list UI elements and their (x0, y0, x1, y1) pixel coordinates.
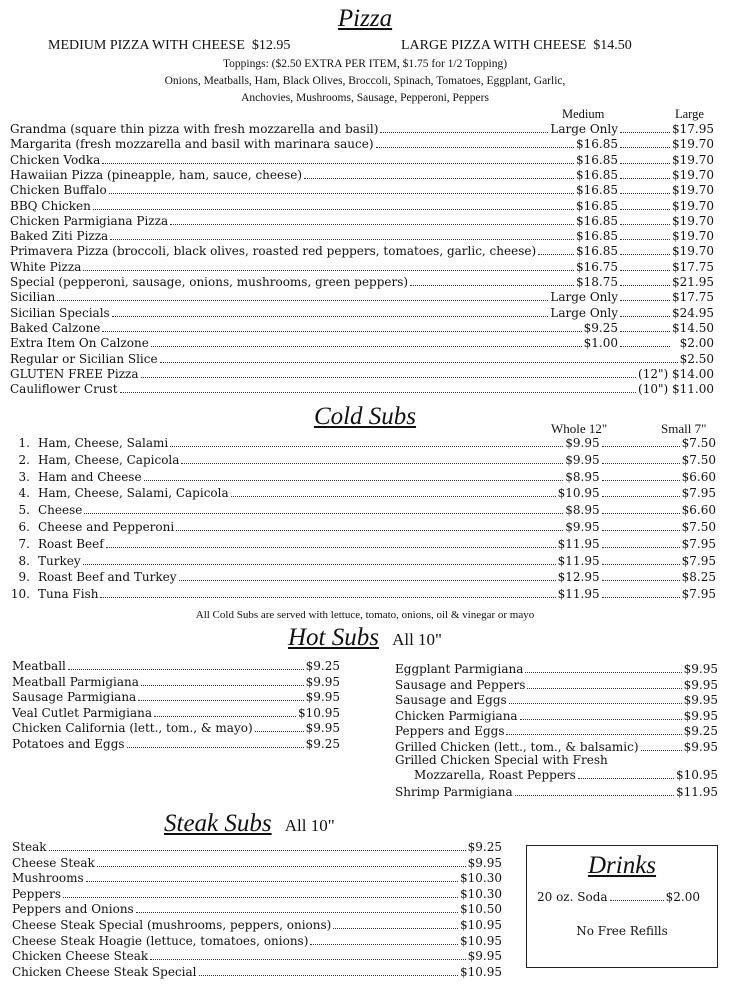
leader-dots (602, 503, 680, 514)
leader-dots (138, 690, 303, 701)
cold-sub-name: Roast Beef (38, 536, 104, 551)
leader-dots (109, 183, 574, 194)
pizza-large-price: $19.70 (672, 152, 714, 167)
leader-dots (620, 244, 670, 255)
leader-dots (620, 168, 670, 179)
hot-sub-row-name: Potatoes and Eggs (12, 737, 125, 751)
pizza-large-price: $2.00 (679, 336, 714, 351)
pizza-item-name: Margarita (fresh mozzarella and basil with marinara sauce) (10, 137, 374, 152)
cold-sub-number: 7. (18, 536, 30, 551)
leader-dots (68, 659, 304, 670)
leader-dots (620, 290, 670, 301)
hot-sub-row-name: Sausage and Peppers (395, 677, 526, 692)
toppings-pricing: Toppings: ($2.50 EXTRA PER ITEM, $1.75 for 1/2 Topping) (222, 58, 508, 70)
cold-sub-name: Cheese and Pepperoni (38, 520, 175, 534)
pizza-row (10, 229, 714, 244)
shrimp-parmigiana-name: Shrimp Parmigiana (395, 785, 513, 799)
leader-dots (86, 871, 458, 882)
hot-sub-row (395, 662, 718, 677)
leader-dots (506, 724, 681, 735)
leader-dots (620, 321, 670, 332)
leader-dots (151, 336, 582, 347)
pizza-medium-price: $16.85 (576, 229, 618, 244)
steak-sub-row (12, 871, 502, 886)
leader-dots (602, 570, 680, 581)
hot-sub-row (395, 709, 718, 724)
leader-dots (112, 306, 549, 317)
cold-sub-whole-price: $9.95 (565, 436, 600, 450)
leader-dots (610, 890, 664, 901)
pizza-medium-price: $16.85 (576, 183, 618, 198)
pizza-medium-price: $9.25 (583, 320, 618, 335)
cold-sub-row (4, 570, 716, 585)
pizza-item-name: White Pizza (10, 259, 82, 274)
hot-sub-row-name: Chicken California (lett., tom., & mayo) (12, 721, 253, 736)
leader-dots (160, 352, 678, 363)
leader-dots (525, 662, 681, 673)
medium-pizza-price: $12.95 (251, 38, 291, 53)
pizza-row (10, 275, 714, 290)
hot-sub-row (395, 724, 718, 739)
pizza-item-price: $2.50 (679, 351, 714, 366)
leader-dots (106, 537, 556, 548)
cold-sub-number: 5. (18, 503, 30, 518)
hot-sub-row (12, 737, 340, 752)
pizza-item-name: GLUTEN FREE Pizza (10, 366, 139, 381)
large-pizza-price: $14.50 (593, 38, 632, 53)
cold-sub-row (4, 554, 716, 569)
cold-sub-small-price: $6.60 (681, 469, 716, 484)
no-free-refills-note: No Free Refills (576, 924, 668, 938)
steak-sub-row (12, 934, 502, 949)
cold-sub-name: Tuna Fish (38, 587, 99, 602)
cold-sub-name: Roast Beef and Turkey (38, 570, 177, 585)
leader-dots (620, 183, 670, 194)
pizza-item-name: Baked Ziti Pizza (10, 229, 109, 244)
medium-pizza-offer (48, 37, 290, 55)
cold-sub-whole-price: $8.95 (565, 469, 600, 484)
pizza-row (10, 306, 714, 321)
pizza-item-name: BBQ Chicken (10, 198, 91, 213)
hot-subs-header (0, 624, 730, 652)
hot-sub-row (395, 678, 718, 693)
hot-sub-row (12, 675, 340, 690)
leader-dots (527, 678, 681, 689)
pizza-medium-price: $16.85 (576, 152, 618, 167)
hot-sub-row-price: $9.95 (683, 662, 718, 676)
leader-dots (310, 934, 458, 945)
steak-sub-row (12, 840, 502, 855)
pizza-col-medium: Medium (562, 107, 605, 121)
steak-sub-row-name: Peppers and Onions (12, 902, 134, 917)
pizza-large-price: $14.50 (672, 320, 714, 335)
hot-sub-row-price: $9.25 (305, 737, 340, 751)
cold-sub-small-price: $7.95 (681, 486, 716, 501)
leader-dots (380, 122, 548, 133)
leader-dots (141, 367, 637, 378)
pizza-single-row (10, 352, 714, 367)
pizza-large-price: $24.95 (672, 305, 714, 320)
steak-sub-row-price: $10.95 (460, 918, 502, 932)
cold-sub-row (4, 436, 716, 451)
shrimp-parmigiana-row (395, 785, 718, 800)
pizza-item-name: Grandma (square thin pizza with fresh mozzarella and basil) (10, 122, 379, 136)
leader-dots (304, 168, 574, 179)
pizza-medium-price: $16.85 (576, 137, 618, 152)
hot-sub-row-name: Veal Cutlet Parmigiana (12, 705, 152, 720)
leader-dots (578, 768, 674, 779)
steak-sub-row-name: Cheese Steak Hoagie (lettuce, tomatoes, onions) (12, 933, 309, 948)
pizza-row (10, 153, 714, 168)
steak-subs-size: All 10" (284, 816, 335, 835)
pizza-item-name: Chicken Parmigiana Pizza (10, 213, 169, 228)
leader-dots (141, 675, 304, 686)
pizza-item-name: Special (pepperoni, sausage, onions, mushrooms, green peppers) (10, 275, 409, 289)
cold-sub-name: Ham and Cheese (38, 469, 142, 484)
cold-sub-name: Ham, Cheese, Capicola (38, 452, 180, 467)
grilled-chicken-special-line2: Mozzarella, Roast Peppers (414, 768, 576, 782)
leader-dots (179, 570, 556, 581)
leader-dots (333, 918, 458, 929)
cold-subs-col-small: Small 7" (661, 421, 707, 436)
steak-sub-row (12, 856, 502, 871)
cold-sub-number: 3. (18, 469, 30, 484)
steak-sub-row-price: $9.95 (467, 855, 502, 870)
leader-dots (376, 137, 574, 148)
pizza-row (10, 199, 714, 214)
shrimp-parmigiana-price: $11.95 (676, 785, 718, 799)
pizza-medium-price: $1.00 (583, 336, 618, 351)
steak-sub-row-price: $10.95 (460, 964, 502, 979)
hot-sub-row (12, 721, 340, 736)
pizza-single-row (10, 367, 714, 382)
cold-sub-small-price: $7.50 (681, 520, 716, 534)
soda-price: $2.00 (665, 890, 700, 904)
leader-dots (602, 554, 680, 565)
pizza-large-price: $19.70 (672, 183, 714, 198)
pizza-row (10, 214, 714, 229)
large-pizza-label: LARGE PIZZA WITH CHEESE (401, 38, 587, 53)
pizza-item-name: Chicken Vodka (10, 152, 101, 167)
pizza-medium-price: Large Only (550, 305, 618, 320)
leader-dots (641, 740, 682, 751)
steak-sub-row-name: Peppers (12, 886, 61, 901)
hot-sub-row-price: $9.95 (305, 690, 340, 705)
pizza-medium-price: $16.75 (576, 259, 618, 274)
leader-dots (170, 436, 563, 447)
cold-subs-footnote: All Cold Subs are served with lettuce, tomato, onions, oil & vinegar or mayo (195, 609, 535, 621)
pizza-item-name: Cauliflower Crust (10, 382, 118, 397)
hot-sub-row (12, 690, 340, 705)
leader-dots (136, 902, 458, 913)
steak-sub-row (12, 902, 502, 917)
cold-sub-whole-price: $11.95 (557, 587, 600, 602)
leader-dots (620, 260, 670, 271)
pizza-medium-price: $16.85 (576, 244, 618, 259)
steak-sub-row-name: Chicken Cheese Steak (12, 949, 149, 964)
pizza-large-price: $19.70 (672, 244, 714, 259)
leader-dots (620, 229, 670, 240)
steak-sub-row-name: Steak (12, 840, 47, 854)
steak-subs-header (164, 810, 335, 838)
drinks-section-title: Drinks (587, 852, 657, 879)
pizza-row (10, 336, 714, 351)
leader-dots (199, 965, 458, 976)
leader-dots (127, 737, 304, 748)
cold-sub-number: 4. (18, 486, 30, 501)
leader-dots (620, 336, 670, 347)
cold-sub-row (4, 486, 716, 501)
cold-sub-row (4, 453, 716, 468)
pizza-medium-price: $18.75 (576, 275, 618, 289)
hot-sub-row-name: Eggplant Parmigiana (395, 662, 524, 676)
cold-sub-number: 1. (18, 436, 30, 450)
steak-sub-row-price: $9.25 (467, 840, 502, 854)
cold-sub-row (4, 537, 716, 552)
cold-sub-whole-price: $11.95 (557, 553, 600, 568)
grilled-chicken-special-price: $10.95 (676, 768, 718, 782)
leader-dots (538, 244, 574, 255)
hot-sub-row (12, 659, 340, 674)
leader-dots (102, 321, 581, 332)
pizza-item-name: Primavera Pizza (broccoli, black olives, roasted red peppers, tomatoes, garlic, cheese) (10, 244, 537, 259)
leader-dots (231, 486, 556, 497)
pizza-row (10, 137, 714, 152)
steak-sub-row (12, 918, 502, 933)
pizza-section-title: Pizza (337, 5, 393, 32)
pizza-col-large: Large (675, 107, 704, 121)
pizza-large-price: $19.70 (672, 213, 714, 228)
pizza-medium-price: $16.85 (576, 167, 618, 182)
leader-dots (620, 306, 670, 317)
leader-dots (170, 214, 574, 225)
leader-dots (602, 537, 680, 548)
hot-sub-row-price: $9.95 (683, 693, 718, 708)
pizza-row (10, 122, 714, 137)
leader-dots (120, 382, 637, 393)
hot-sub-row-price: $9.95 (305, 721, 340, 736)
steak-subs-section-title: Steak Subs (164, 810, 272, 837)
pizza-row (10, 183, 714, 198)
leader-dots (57, 290, 548, 301)
leader-dots (63, 887, 458, 898)
cold-sub-small-price: $6.60 (681, 503, 716, 518)
hot-sub-row-name: Grilled Chicken (lett., tom., & balsamic) (395, 740, 639, 754)
pizza-item-name: Extra Item On Calzone (10, 336, 149, 351)
cold-sub-small-price: $7.50 (681, 436, 716, 450)
steak-sub-row-name: Chicken Cheese Steak Special (12, 964, 197, 979)
pizza-large-price: $19.70 (672, 167, 714, 182)
hot-sub-row-price: $9.25 (305, 659, 340, 673)
cold-subs-section-title: Cold Subs (313, 403, 417, 430)
steak-sub-row (12, 965, 502, 980)
hot-sub-row-name: Chicken Parmigiana (395, 708, 518, 723)
leader-dots (150, 949, 465, 960)
large-pizza-offer (401, 37, 632, 55)
grilled-chicken-special-line1: Grilled Chicken Special with Fresh (395, 753, 608, 767)
pizza-item-name: Sicilian Specials (10, 305, 110, 320)
leader-dots (176, 520, 563, 531)
cold-sub-whole-price: $12.95 (557, 570, 600, 585)
cold-sub-number: 6. (18, 520, 30, 534)
cold-sub-name: Cheese (38, 503, 83, 518)
leader-dots (144, 470, 564, 481)
leader-dots (110, 229, 574, 240)
cold-sub-number: 2. (18, 452, 30, 467)
steak-sub-row (12, 887, 502, 902)
pizza-large-price: $19.70 (672, 229, 714, 244)
leader-dots (410, 275, 574, 286)
hot-sub-row-price: $9.95 (683, 740, 718, 754)
pizza-item-name: Hawaiian Pizza (pineapple, ham, sauce, cheese) (10, 167, 303, 182)
steak-sub-row-price: $10.30 (460, 871, 502, 886)
cold-sub-whole-price: $11.95 (557, 536, 600, 551)
pizza-item-name: Chicken Buffalo (10, 183, 107, 198)
pizza-item-name: Baked Calzone (10, 320, 101, 335)
hot-sub-row-price: $9.95 (305, 674, 340, 689)
hot-sub-row (395, 693, 718, 708)
leader-dots (602, 587, 680, 598)
hot-sub-row-price: $9.95 (683, 708, 718, 723)
leader-dots (602, 520, 680, 531)
cold-sub-whole-price: $9.95 (565, 520, 600, 534)
hot-sub-row-name: Meatball Parmigiana (12, 674, 139, 689)
cold-sub-small-price: $7.50 (681, 452, 716, 467)
steak-sub-row-name: Cheese Steak (12, 855, 95, 870)
cold-sub-number: 8. (18, 553, 30, 568)
cold-sub-row (4, 520, 716, 535)
pizza-medium-price: $16.85 (576, 213, 618, 228)
hot-sub-row-price: $9.95 (683, 677, 718, 692)
medium-pizza-label: MEDIUM PIZZA WITH CHEESE (48, 38, 245, 53)
pizza-medium-price: $16.85 (576, 198, 618, 213)
steak-sub-row-name: Cheese Steak Special (mushrooms, peppers, onions) (12, 918, 332, 932)
steak-sub-row-price: $9.95 (467, 949, 502, 964)
leader-dots (620, 275, 670, 286)
steak-sub-row-price: $10.95 (460, 933, 502, 948)
cold-subs-col-whole: Whole 12" (551, 421, 608, 436)
cold-sub-whole-price: $9.95 (565, 452, 600, 467)
steak-sub-row-price: $10.30 (460, 886, 502, 901)
cold-sub-small-price: $7.95 (681, 587, 716, 602)
leader-dots (602, 470, 680, 481)
pizza-row (10, 290, 714, 305)
soda-name: 20 oz. Soda (537, 890, 608, 904)
pizza-single-row (10, 382, 714, 397)
pizza-large-price: $19.70 (672, 198, 714, 213)
leader-dots (49, 840, 466, 851)
cold-sub-row (4, 503, 716, 518)
leader-dots (620, 199, 670, 210)
leader-dots (515, 785, 674, 796)
pizza-item-price: (10") $11.00 (638, 382, 714, 397)
cold-sub-name: Turkey (38, 553, 81, 568)
leader-dots (620, 122, 670, 133)
leader-dots (602, 436, 680, 447)
cold-sub-number: 10. (10, 587, 30, 602)
hot-sub-row-name: Meatball (12, 659, 66, 673)
pizza-large-price: $17.95 (672, 122, 714, 136)
hot-subs-section-title: Hot Subs (288, 624, 379, 651)
leader-dots (620, 153, 670, 164)
leader-dots (255, 721, 304, 732)
pizza-item-price: (12") $14.00 (638, 366, 714, 381)
hot-sub-row-price: $9.25 (683, 724, 718, 739)
cold-sub-small-price: $7.95 (681, 536, 716, 551)
toppings-list-line-2: Anchovies, Mushrooms, Sausage, Pepperoni, Peppers (241, 92, 489, 104)
drinks-box (526, 845, 718, 968)
leader-dots (602, 486, 680, 497)
pizza-large-price: $19.70 (672, 137, 714, 152)
leader-dots (181, 453, 563, 464)
cold-sub-whole-price: $10.95 (557, 486, 600, 501)
cold-sub-row (4, 587, 716, 602)
pizza-large-price: $21.95 (672, 275, 714, 289)
pizza-large-price: $17.75 (672, 290, 714, 305)
pizza-large-price: $17.75 (672, 259, 714, 274)
leader-dots (84, 503, 563, 514)
hot-sub-row-price: $10.95 (298, 705, 340, 720)
toppings-list-line-1: Onions, Meatballs, Ham, Black Olives, Broccoli, Spinach, Tomatoes, Eggplant, Garlic, (164, 75, 566, 87)
leader-dots (620, 137, 670, 148)
steak-sub-row-name: Mushrooms (12, 871, 84, 886)
cold-sub-number: 9. (18, 570, 30, 585)
grilled-chicken-special-row (414, 768, 718, 783)
leader-dots (154, 706, 296, 717)
leader-dots (520, 709, 682, 720)
pizza-row (10, 321, 714, 336)
cold-sub-small-price: $8.25 (681, 570, 716, 585)
pizza-item-name: Regular or Sicilian Slice (10, 351, 158, 366)
leader-dots (93, 199, 574, 210)
leader-dots (102, 153, 574, 164)
steak-sub-row (12, 949, 502, 964)
pizza-row (10, 168, 714, 183)
pizza-item-name: Sicilian (10, 290, 56, 305)
leader-dots (602, 453, 680, 464)
hot-sub-row-name: Sausage and Eggs (395, 693, 507, 708)
leader-dots (97, 856, 466, 867)
pizza-medium-price: Large Only (550, 122, 618, 136)
cold-sub-name: Ham, Cheese, Salami (38, 436, 169, 450)
leader-dots (100, 587, 555, 598)
pizza-row (10, 260, 714, 275)
hot-sub-row (12, 706, 340, 721)
pizza-row (10, 244, 714, 259)
cold-sub-row (4, 470, 716, 485)
leader-dots (620, 214, 670, 225)
hot-sub-row-name: Sausage Parmigiana (12, 690, 137, 705)
pizza-medium-price: Large Only (550, 290, 618, 305)
cold-sub-small-price: $7.95 (681, 553, 716, 568)
cold-sub-name: Ham, Cheese, Salami, Capicola (38, 486, 229, 501)
leader-dots (509, 693, 682, 704)
hot-sub-row-name: Peppers and Eggs (395, 724, 505, 739)
soda-row (537, 890, 700, 905)
hot-subs-size: All 10" (392, 630, 442, 649)
steak-sub-row-price: $10.50 (460, 902, 502, 917)
leader-dots (83, 260, 574, 271)
leader-dots (83, 554, 556, 565)
cold-sub-whole-price: $8.95 (565, 503, 600, 518)
